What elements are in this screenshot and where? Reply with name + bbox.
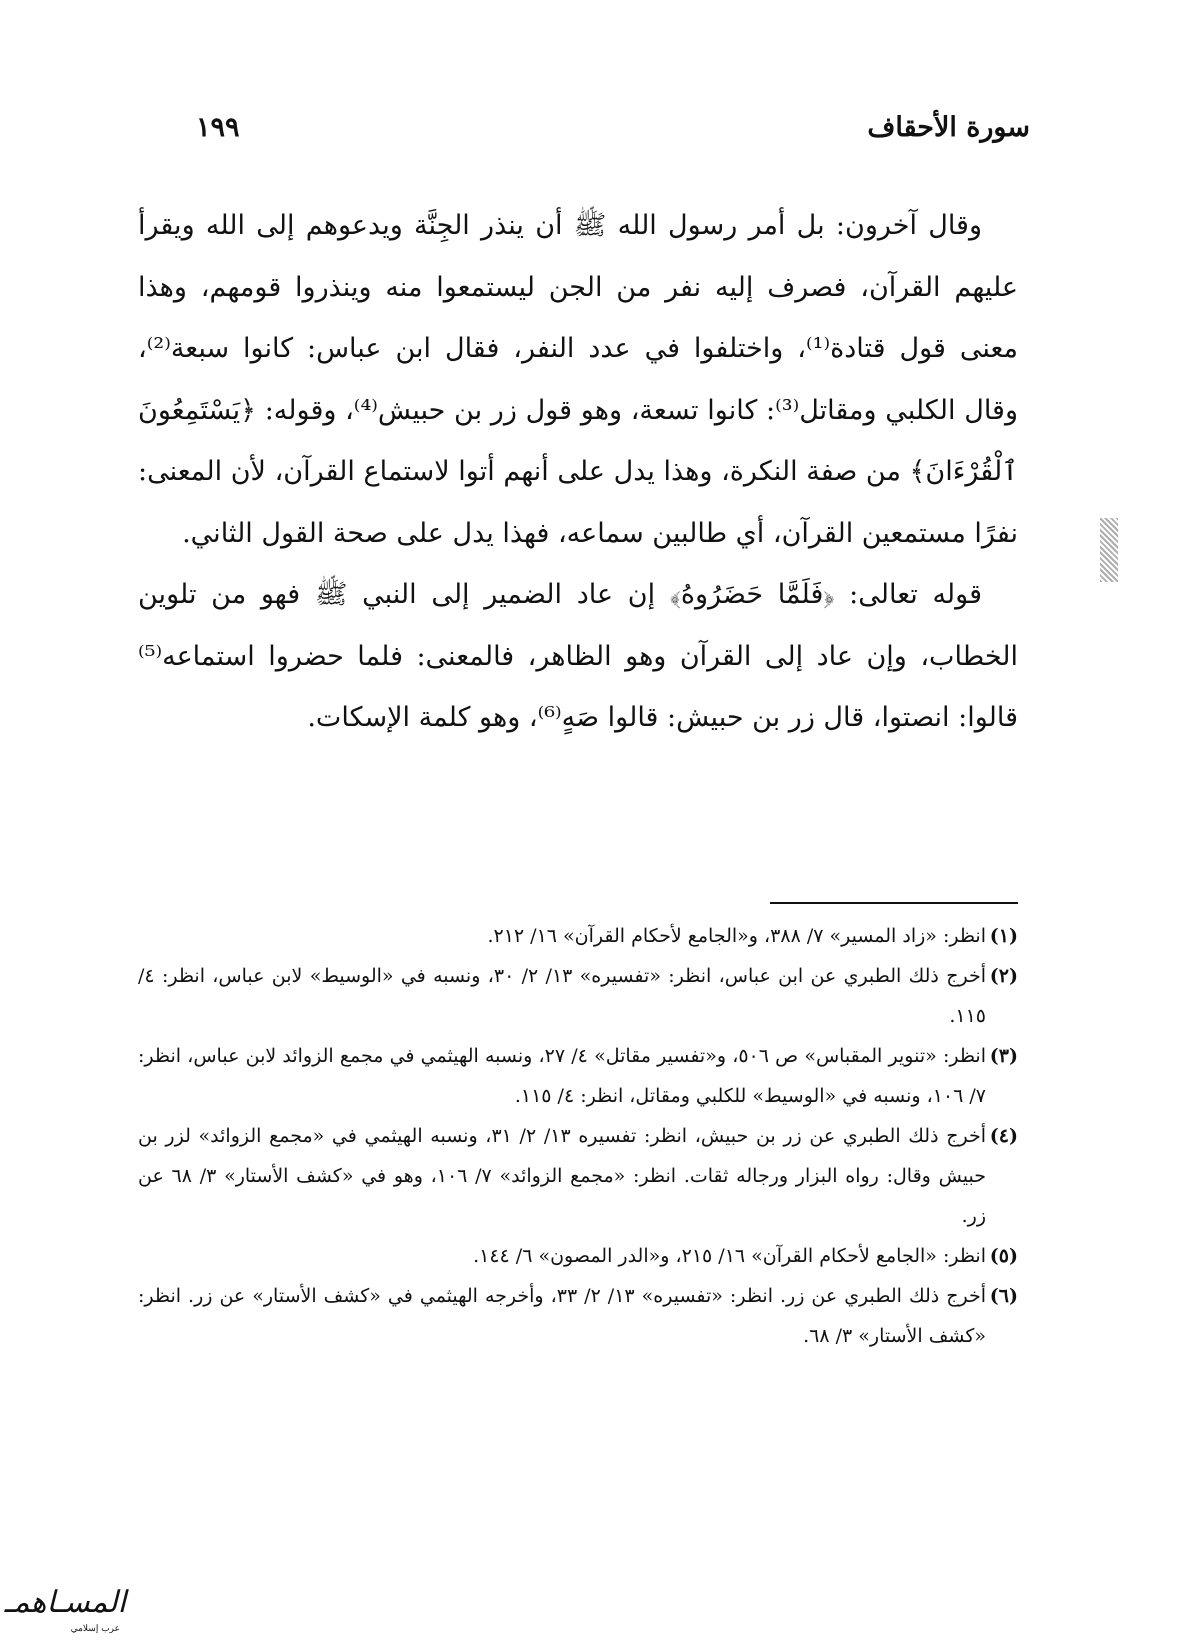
footnote-item	[138, 1116, 1018, 1236]
footnote-item	[138, 956, 1018, 1036]
paragraph-1: وقال آخرون: بل أمر رسول الله ﷺ أن ينذر الجِنَّة ويدعوهم إلى الله ويقرأ عليهم القرآن، فصرف إليه نفر من الجن ليستمعوا منه وينذروا قومهم، وهذا معنى قول قتادة⁽¹⁾، واختلفوا في عدد النفر، فقال ابن عباس: كانوا سبعة⁽²⁾، وقال الكلبي ومقاتل⁽³⁾: كانوا تسعة، وهو قول زر بن حبيش⁽⁴⁾، وقوله: ﴿يَسْتَمِعُونَ ٱلْقُرْءَانَ﴾ من صفة النكرة، وهذا يدل على أنهم أتوا لاستماع القرآن، لأن المعنى: نفرًا مستمعين القرآن، أي طالبين سماعه، فهذا يدل على صحة القول الثاني.	[138, 210, 1018, 549]
footnote-number: (٣)	[989, 1045, 1018, 1067]
publisher-logo	[4, 1570, 126, 1634]
footnotes	[138, 916, 1018, 1356]
footnote-number: (٤)	[989, 1125, 1018, 1147]
footnote-text: انظر: «زاد المسير» ٧/ ٣٨٨، و«الجامع لأحكام القرآن» ١٦/ ٢١٢.	[487, 925, 986, 947]
footnote-text: انظر: «تنوير المقباس» ص ٥٠٦، و«تفسير مقاتل» ٤/ ٢٧، ونسبه الهيثمي في مجمع الزوائد لابن عباس، انظر: ٧/ ١٠٦، ونسبه في «الوسيط» للكلبي ومقاتل، انظر: ٤/ ١١٥.	[138, 1045, 986, 1107]
footnote-divider	[770, 902, 1018, 904]
footnote-item	[138, 1036, 1018, 1116]
footnote-number: (١)	[989, 925, 1018, 947]
page-number: ١٩٩	[196, 112, 240, 143]
footnote-number: (٥)	[989, 1245, 1018, 1267]
footnote-number: (٦)	[989, 1285, 1018, 1307]
surah-title: سورة الأحقاف	[867, 112, 1030, 143]
footnote-item	[138, 916, 1018, 956]
page-header	[150, 112, 1030, 160]
margin-stamp-mark	[1100, 518, 1118, 582]
footnote-item	[138, 1276, 1018, 1356]
footnote-text: أخرج ذلك الطبري عن زر بن حبيش، انظر: تفسيره ١٣/ ٢/ ٣١، ونسبه الهيثمي في «مجمع الزوائد» لزر بن حبيش وقال: رواه البزار ورجاله ثقات. انظر: «مجمع الزوائد» ٧/ ١٠٦، وهو في «كشف الأستار» ٣/ ٦٨ عن زر.	[138, 1125, 987, 1227]
paragraph-2: قوله تعالى: ﴿فَلَمَّا حَضَرُوهُ﴾ إن عاد الضمير إلى النبي ﷺ فهو من تلوين الخطاب، وإن عاد إلى القرآن وهو الظاهر، فالمعنى: فلما حضروا استماعه⁽⁵⁾ قالوا: انصتوا، قال زر بن حبيش: قالوا صَهٍ⁽⁶⁾، وهو كلمة الإسكات.	[138, 579, 1018, 733]
logo-main-text: المسـاهمـ	[4, 1585, 126, 1620]
footnote-text: أخرج ذلك الطبري عن ابن عباس، انظر: «تفسيره» ١٣/ ٢/ ٣٠، ونسبه في «الوسيط» لابن عباس، انظر: ٤/ ١١٥.	[138, 965, 986, 1027]
footnote-text: أخرج ذلك الطبري عن زر. انظر: «تفسيره» ١٣/ ٢/ ٣٣، وأخرجه الهيثمي في «كشف الأستار» عن زر. انظر: «كشف الأستار» ٣/ ٦٨.	[138, 1285, 986, 1347]
footnote-item	[138, 1236, 1018, 1276]
footnote-text: انظر: «الجامع لأحكام القرآن» ١٦/ ٢١٥، و«الدر المصون» ٦/ ١٤٤.	[473, 1245, 986, 1267]
logo-sub-text: عرب إسلامي	[70, 1624, 120, 1634]
main-text	[138, 195, 1018, 749]
footnote-number: (٢)	[989, 965, 1018, 987]
